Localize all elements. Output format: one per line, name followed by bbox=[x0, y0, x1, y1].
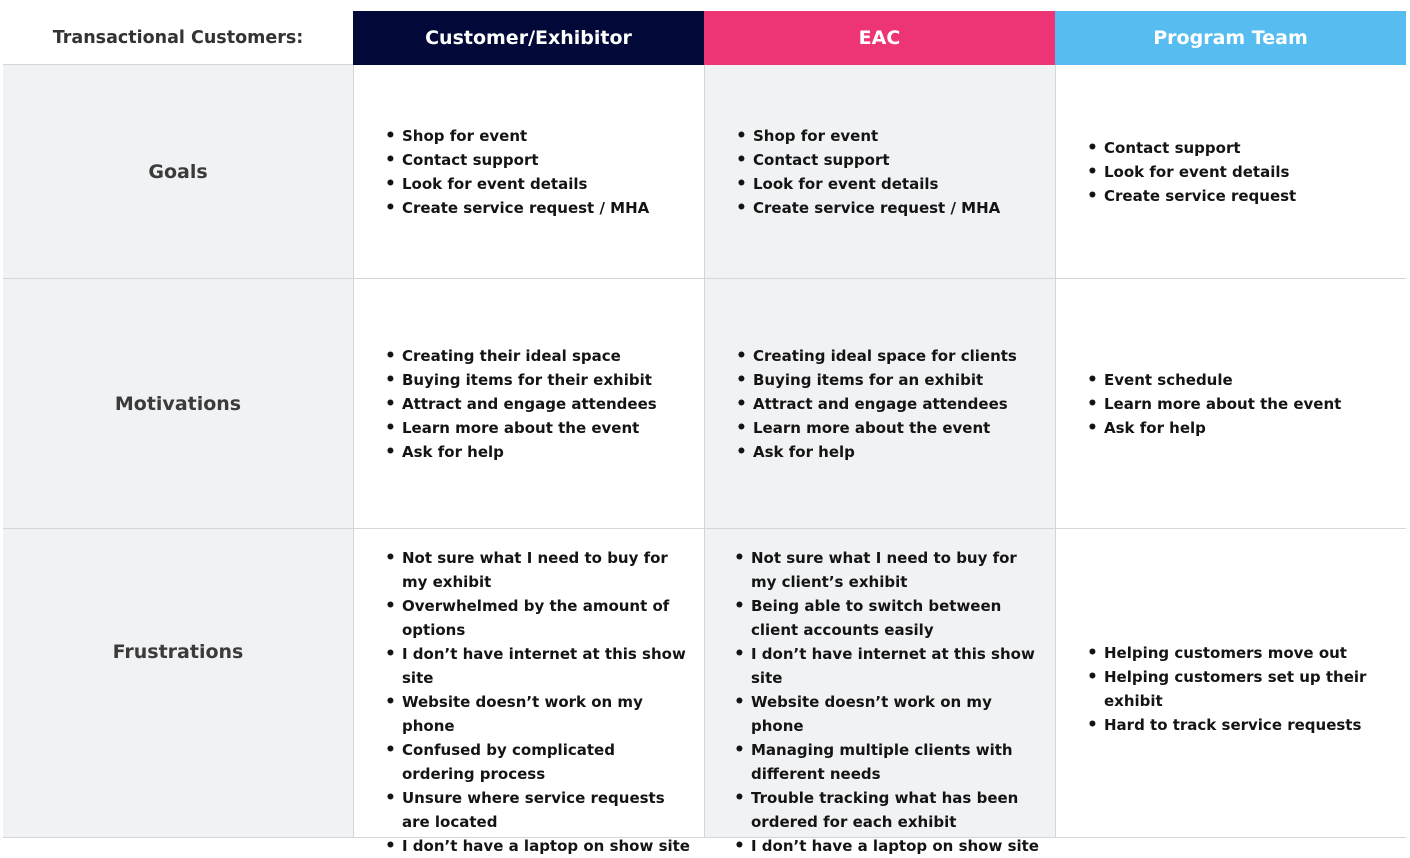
list-item: • I don’t have a laptop on show site bbox=[733, 834, 1041, 858]
motivations-eac-cell bbox=[704, 279, 1055, 529]
motivations-customer-list bbox=[384, 344, 657, 464]
goals-eac-list bbox=[735, 124, 1000, 220]
list-item: • I don’t have a laptop on show site bbox=[384, 834, 690, 858]
frustrations-program-list bbox=[1086, 641, 1392, 737]
list-item: • Shop for event bbox=[735, 124, 1000, 148]
list-item: • I don’t have internet at this show site bbox=[384, 642, 690, 690]
frustrations-customer-cell bbox=[353, 529, 704, 855]
motivations-eac-list bbox=[735, 344, 1017, 464]
row-label-motivations: Motivations bbox=[3, 279, 353, 529]
corner-label: Transactional Customers: bbox=[3, 11, 353, 65]
persona-matrix bbox=[3, 11, 1406, 855]
motivations-customer-cell bbox=[353, 279, 704, 529]
list-item: • Contact support bbox=[735, 148, 1000, 172]
list-item: • Learn more about the event bbox=[735, 416, 1017, 440]
row-label-frustrations: Frustrations bbox=[3, 529, 353, 838]
list-item: • Create service request bbox=[1086, 184, 1296, 208]
list-item: • Helping customers set up their exhibit bbox=[1086, 665, 1392, 713]
list-item: • Not sure what I need to buy for my client’s exhibit bbox=[733, 546, 1041, 594]
frustrations-program-cell bbox=[1055, 529, 1406, 838]
list-item: • Learn more about the event bbox=[1086, 392, 1341, 416]
column-header-eac: EAC bbox=[704, 11, 1055, 65]
motivations-program-list bbox=[1086, 368, 1341, 440]
list-item: • Confused by complicated ordering process bbox=[384, 738, 690, 786]
list-item: • Hard to track service requests bbox=[1086, 713, 1392, 737]
list-item: • Attract and engage attendees bbox=[735, 392, 1017, 416]
frustrations-eac-cell bbox=[704, 529, 1055, 855]
goals-customer-list bbox=[384, 124, 649, 220]
goals-program-list bbox=[1086, 136, 1296, 208]
list-item: • Being able to switch between client accounts easily bbox=[733, 594, 1041, 642]
column-header-program-team: Program Team bbox=[1055, 11, 1406, 65]
list-item: • Buying items for their exhibit bbox=[384, 368, 657, 392]
list-item: • Look for event details bbox=[384, 172, 649, 196]
frustrations-customer-list bbox=[384, 546, 690, 858]
list-item: • Ask for help bbox=[735, 440, 1017, 464]
list-item: • Ask for help bbox=[384, 440, 657, 464]
list-item: • Contact support bbox=[384, 148, 649, 172]
frustrations-eac-list bbox=[733, 546, 1041, 858]
motivations-program-cell bbox=[1055, 279, 1406, 529]
list-item: • Overwhelmed by the amount of options bbox=[384, 594, 690, 642]
list-item: • Creating ideal space for clients bbox=[735, 344, 1017, 368]
column-header-customer: Customer/Exhibitor bbox=[353, 11, 704, 65]
list-item: • Creating their ideal space bbox=[384, 344, 657, 368]
goals-eac-cell bbox=[704, 65, 1055, 279]
list-item: • Look for event details bbox=[735, 172, 1000, 196]
list-item: • Website doesn’t work on my phone bbox=[384, 690, 690, 738]
list-item: • Not sure what I need to buy for my exhibit bbox=[384, 546, 690, 594]
list-item: • Look for event details bbox=[1086, 160, 1296, 184]
list-item: • Shop for event bbox=[384, 124, 649, 148]
list-item: • Unsure where service requests are located bbox=[384, 786, 690, 834]
list-item: • Create service request / MHA bbox=[735, 196, 1000, 220]
list-item: • Contact support bbox=[1086, 136, 1296, 160]
list-item: • I don’t have internet at this show site bbox=[733, 642, 1041, 690]
list-item: • Ask for help bbox=[1086, 416, 1341, 440]
list-item: • Create service request / MHA bbox=[384, 196, 649, 220]
list-item: • Buying items for an exhibit bbox=[735, 368, 1017, 392]
list-item: • Trouble tracking what has been ordered for each exhibit bbox=[733, 786, 1041, 834]
list-item: • Learn more about the event bbox=[384, 416, 657, 440]
row-label-goals: Goals bbox=[3, 65, 353, 279]
goals-program-cell bbox=[1055, 65, 1406, 279]
list-item: • Event schedule bbox=[1086, 368, 1341, 392]
list-item: • Helping customers move out bbox=[1086, 641, 1392, 665]
goals-customer-cell bbox=[353, 65, 704, 279]
list-item: • Attract and engage attendees bbox=[384, 392, 657, 416]
list-item: • Website doesn’t work on my phone bbox=[733, 690, 1041, 738]
list-item: • Managing multiple clients with different needs bbox=[733, 738, 1041, 786]
